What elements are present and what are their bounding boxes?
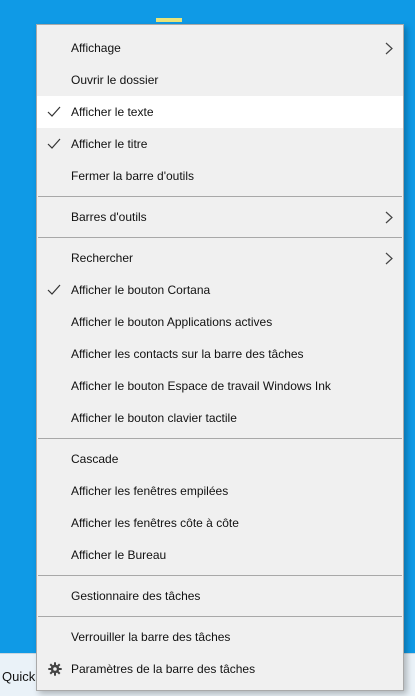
menu-item-verrouiller-barre[interactable] [37, 621, 403, 653]
menu-item-label: Gestionnaire des tâches [71, 589, 201, 603]
chevron-right-icon [385, 211, 393, 224]
menu-item-afficher-bureau[interactable] [37, 539, 403, 571]
menu-item-afficher-titre[interactable] [37, 128, 403, 160]
menu-item-label: Afficher les fenêtres empilées [71, 484, 229, 498]
desktop-accent-mark [156, 18, 182, 22]
gear-icon [48, 662, 62, 676]
menu-item-parametres-barre[interactable] [37, 653, 403, 685]
checkmark-icon [47, 128, 63, 160]
menu-item-bouton-cortana[interactable] [37, 274, 403, 306]
menu-item-label: Fermer la barre d'outils [71, 169, 194, 183]
menu-item-label: Afficher le bouton Applications actives [71, 315, 273, 329]
menu-separator [38, 438, 402, 439]
chevron-right-icon [385, 42, 393, 55]
menu-item-label: Afficher le bouton clavier tactile [71, 411, 237, 425]
menu-item-label: Afficher le titre [71, 137, 148, 151]
menu-item-label: Afficher le Bureau [71, 548, 167, 562]
menu-item-ouvrir-dossier[interactable] [37, 64, 403, 96]
taskbar-quick-label[interactable]: Quick [2, 669, 36, 684]
menu-item-label: Afficher le bouton Cortana [71, 283, 211, 297]
menu-item-affichage[interactable] [37, 32, 403, 64]
menu-separator [38, 237, 402, 238]
menu-item-label: Paramètres de la barre des tâches [71, 662, 256, 676]
menu-item-bouton-applications-actives[interactable] [37, 306, 403, 338]
taskbar-context-menu [36, 24, 404, 691]
menu-item-gestionnaire-taches[interactable] [37, 580, 403, 612]
menu-item-rechercher[interactable] [37, 242, 403, 274]
menu-item-barres-outils[interactable] [37, 201, 403, 233]
checkmark-icon [47, 96, 63, 128]
menu-item-label: Afficher les contacts sur la barre des tâches [71, 347, 304, 361]
menu-item-label: Ouvrir le dossier [71, 73, 159, 87]
menu-item-label: Rechercher [71, 251, 134, 265]
menu-separator [38, 575, 402, 576]
menu-separator [38, 196, 402, 197]
menu-item-windows-ink[interactable] [37, 370, 403, 402]
menu-item-label: Afficher le texte [71, 105, 154, 119]
menu-item-label: Verrouiller la barre des tâches [71, 630, 231, 644]
chevron-right-icon [385, 252, 393, 265]
menu-item-afficher-texte[interactable] [37, 96, 403, 128]
menu-item-fenetres-cote-a-cote[interactable] [37, 507, 403, 539]
menu-item-label: Affichage [71, 41, 121, 55]
menu-item-fenetres-empilees[interactable] [37, 475, 403, 507]
menu-item-contacts-barre-taches[interactable] [37, 338, 403, 370]
menu-item-label: Cascade [71, 452, 119, 466]
checkmark-icon [47, 274, 63, 306]
menu-item-clavier-tactile[interactable] [37, 402, 403, 434]
menu-item-cascade[interactable] [37, 443, 403, 475]
menu-item-label: Afficher les fenêtres côte à côte [71, 516, 239, 530]
menu-item-fermer-barre-outils[interactable] [37, 160, 403, 192]
menu-item-label: Afficher le bouton Espace de travail Windows Ink [71, 379, 331, 393]
menu-item-label: Barres d'outils [71, 210, 147, 224]
menu-separator [38, 616, 402, 617]
